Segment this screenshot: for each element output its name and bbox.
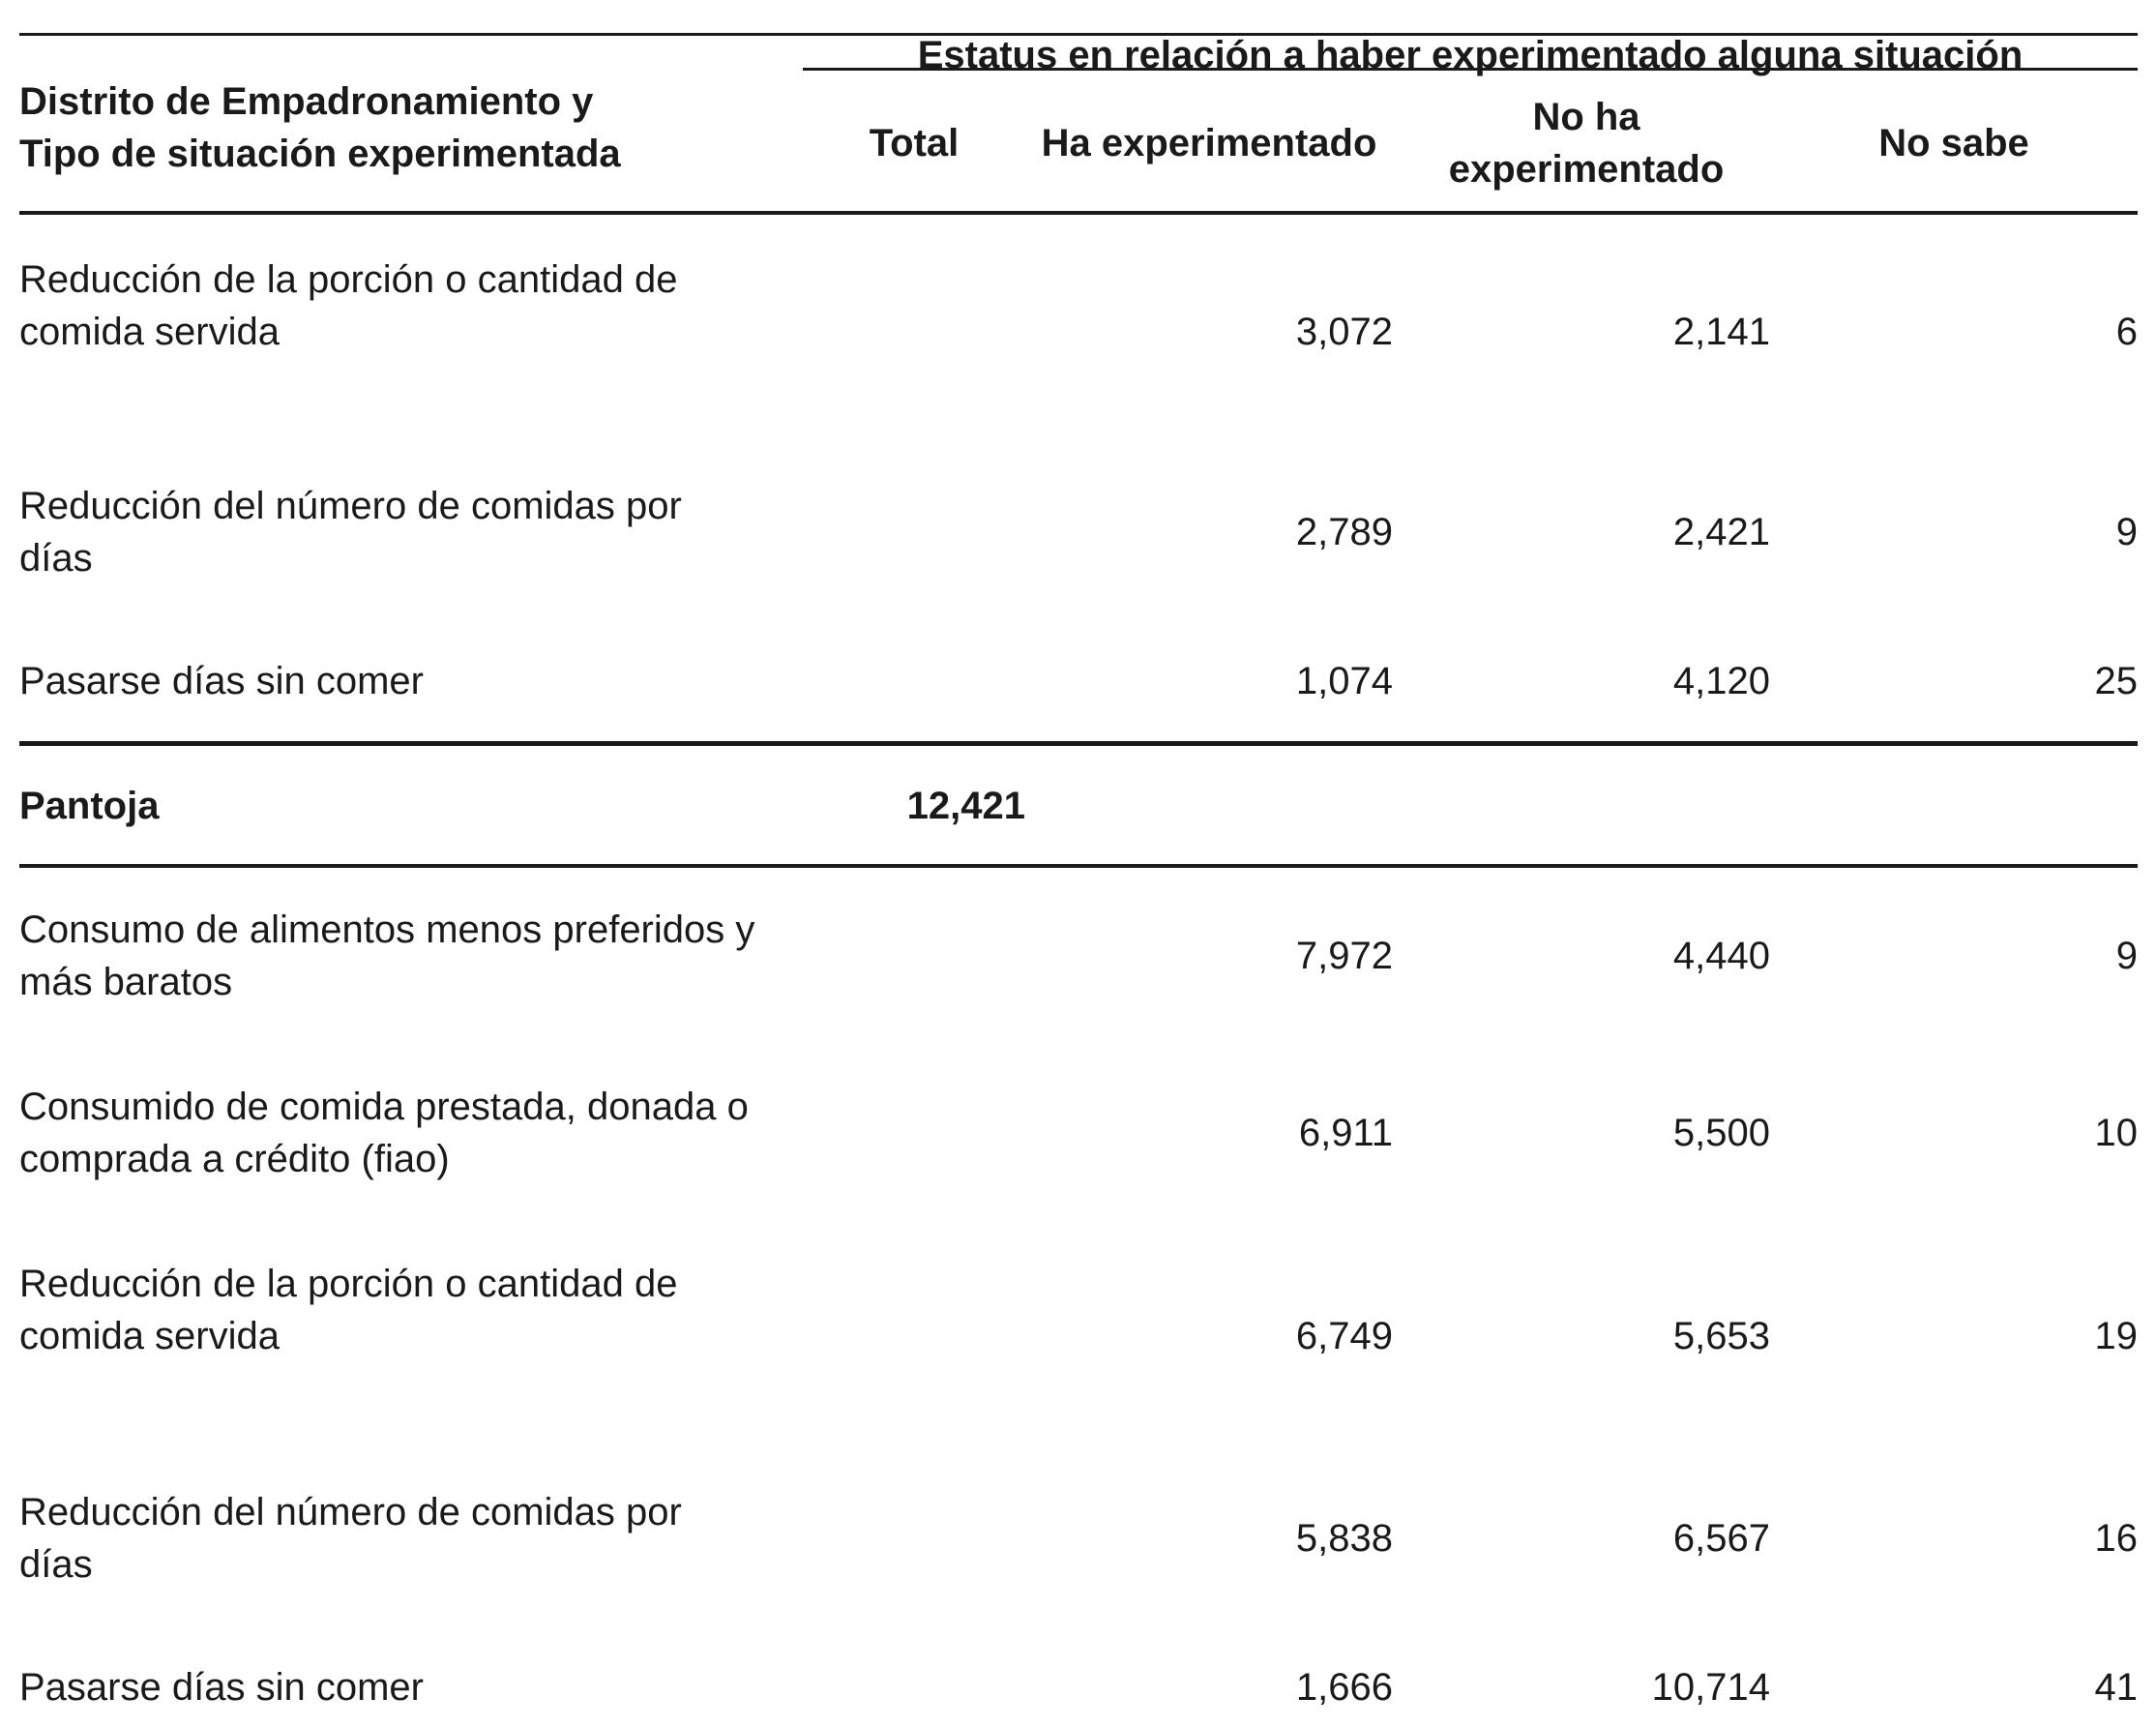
table-cell-ha: 2,789	[1295, 511, 1393, 553]
table-row-label: Pasarse días sin comer	[19, 1666, 424, 1709]
table-cell-noha: 10,714	[1651, 1666, 1770, 1709]
table-cell-ha: 6,749	[1295, 1315, 1393, 1357]
table-cell-ha: 5,838	[1295, 1517, 1393, 1560]
table-cell-nosabe: 10	[2094, 1112, 2138, 1154]
spanner-header: Estatus en relación a haber experimentado alguna situación	[917, 34, 2023, 76]
table-cell-ha: 1,666	[1295, 1666, 1393, 1709]
district-top-rule	[19, 741, 2138, 746]
table-cell-nosabe: 9	[2115, 511, 2138, 553]
table-row-label: Reducción del número de comidas por días	[19, 1491, 682, 1586]
district-name: Pantoja	[19, 785, 160, 827]
table-row-label: Consumo de alimentos menos preferidos y más baratos	[19, 908, 755, 1003]
table-cell-ha: 3,072	[1295, 311, 1393, 353]
district-total: 12,421	[906, 785, 1025, 827]
table-cell-noha: 5,500	[1672, 1112, 1770, 1154]
table-cell-noha: 5,653	[1672, 1315, 1770, 1357]
table-cell-ha: 6,911	[1298, 1112, 1393, 1154]
header-bottom-rule	[19, 211, 2138, 215]
table-row-label: Reducción de la porción o cantidad de comida servida	[19, 1263, 678, 1357]
table-cell-nosabe: 41	[2094, 1666, 2138, 1709]
column-header-total: Total	[869, 122, 960, 164]
column-header-no-ha-line1: No ha	[1532, 96, 1640, 138]
row-label-header-line2: Tipo de situación experimentada	[19, 133, 621, 175]
table-cell-nosabe: 16	[2094, 1517, 2138, 1560]
district-bottom-rule	[19, 864, 2138, 868]
row-label-header	[19, 75, 812, 180]
table-cell-ha: 1,074	[1295, 660, 1393, 702]
row-label-header-line1: Distrito de Empadronamiento y	[19, 80, 594, 123]
column-header-ha-experimentado: Ha experimentado	[1041, 122, 1377, 164]
table-cell-ha: 7,972	[1295, 935, 1393, 977]
table-cell-noha: 6,567	[1672, 1517, 1770, 1560]
table-cell-nosabe: 9	[2115, 935, 2138, 977]
table-row-label: Reducción del número de comidas por días	[19, 485, 682, 580]
table-cell-noha: 4,440	[1672, 935, 1770, 977]
table-row-label: Pasarse días sin comer	[19, 660, 424, 702]
table-row-label: Consumido de comida prestada, donada o comprada a crédito (fiao)	[19, 1086, 749, 1180]
column-header-no-ha-experimentado	[1373, 91, 1799, 195]
table-cell-nosabe: 19	[2094, 1315, 2138, 1357]
table-cell-nosabe: 25	[2094, 660, 2138, 702]
table-cell-noha: 2,421	[1672, 511, 1770, 553]
column-header-no-sabe: No sabe	[1878, 122, 2029, 164]
table-row-label: Reducción de la porción o cantidad de comida servida	[19, 258, 678, 353]
table-cell-nosabe: 6	[2115, 311, 2138, 353]
table-cell-noha: 2,141	[1672, 311, 1770, 353]
column-header-no-ha-line2: experimentado	[1448, 148, 1725, 191]
table-cell-noha: 4,120	[1672, 660, 1770, 702]
